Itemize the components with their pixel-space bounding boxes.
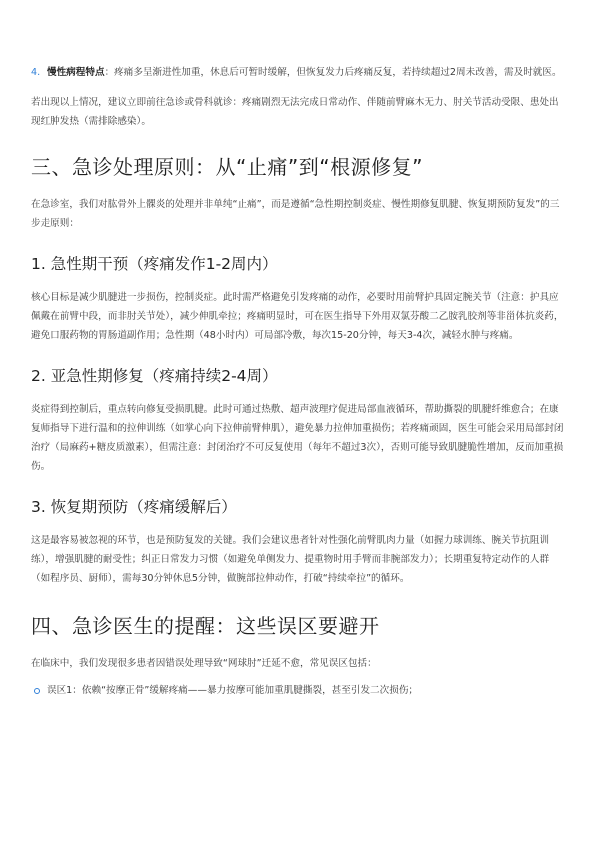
section-3-intro: 在急诊室，我们对肱骨外上髁炎的处理并非单纯“止痛”，而是遵循“急性期控制炎症、慢性期修复肌腱、恢复期预防复发”的三步走原则：: [31, 199, 560, 229]
circle-bullet-icon: [31, 681, 47, 700]
list-item-description: ：疼痛多呈渐进性加重，休息后可暂时缓解，但恢复发力后疼痛反复，若持续超过2周未改善，需及时就医。: [104, 67, 562, 78]
section-4-heading: 四、急诊医生的提醒：这些误区要避开: [31, 614, 380, 638]
subsection-3-heading: 3. 恢复期预防（疼痛缓解后）: [31, 498, 237, 516]
document-content: [31, 63, 565, 700]
section-4-intro: 在临床中，我们发现很多患者因错误处理导致“网球肘”迁延不愈，常见误区包括：: [31, 658, 377, 669]
bullet-list-item: [31, 681, 565, 700]
subsection-2-heading: 2. 亚急性期修复（疼痛持续2-4周）: [31, 367, 278, 385]
bullet-item-text: 误区1：依赖“按摩正骨”缓解疼痛——暴力按摩可能加重肌腱撕裂，甚至引发二次损伤；: [47, 685, 419, 696]
subsection-1-text: 核心目标是减少肌腱进一步损伤，控制炎症。此时需严格避免引发疼痛的动作，必要时用前臂护具固定腕关节（注意：护具应佩戴在前臂中段，而非肘关节处），减少伸肌牵拉；疼痛明显时，可在医生指导下外用双氯芬酸二乙胺乳胶剂等非甾体抗炎药，避免口服药物的胃肠道副作用；急性期（48小时内）可局部冷敷，每次15-20分钟，每天3-4次，减轻水肿与疼痛。: [31, 292, 564, 341]
numbered-list-item: [31, 63, 565, 82]
subsection-2-text: 炎症得到控制后，重点转向修复受损肌腱。此时可通过热敷、超声波理疗促进局部血液循环，帮助撕裂的肌腱纤维愈合；在康复师指导下进行温和的拉伸训练（如掌心向下拉伸前臂伸肌），避免暴力拉伸加重损伤；若疼痛顽固，医生可能会采用局部封闭治疗（局麻药+糖皮质激素），但需注意：封闭治疗不可反复使用（每年不超过3次），否则可能导致肌腱脆性增加，反而加重损伤。: [31, 404, 564, 472]
section-3-heading: 三、急诊处理原则：从“止痛”到“根源修复”: [31, 155, 423, 179]
list-number: 4.: [31, 67, 41, 78]
list-item-bold-label: 慢性病程特点: [47, 67, 105, 78]
warning-paragraph: 若出现以上情况，建议立即前往急诊或骨科就诊：疼痛剧烈无法完成日常动作、伴随前臂麻木无力、肘关节活动受限、患处出现红肿发热（需排除感染）。: [31, 97, 559, 127]
subsection-3-text: 这是最容易被忽视的环节，也是预防复发的关键。我们会建议患者针对性强化前臂肌肉力量（如握力球训练、腕关节抗阻训练），增强肌腱的耐受性；纠正日常发力习惯（如避免单侧发力、提重物时用手臂而非腕部发力）；长期重复特定动作的人群（如程序员、厨师），需每30分钟休息5分钟，做腕部拉伸动作，打破“持续牵拉”的循环。: [31, 535, 550, 584]
subsection-1-heading: 1. 急性期干预（疼痛发作1-2周内）: [31, 255, 278, 273]
list-item-text: [47, 63, 565, 82]
